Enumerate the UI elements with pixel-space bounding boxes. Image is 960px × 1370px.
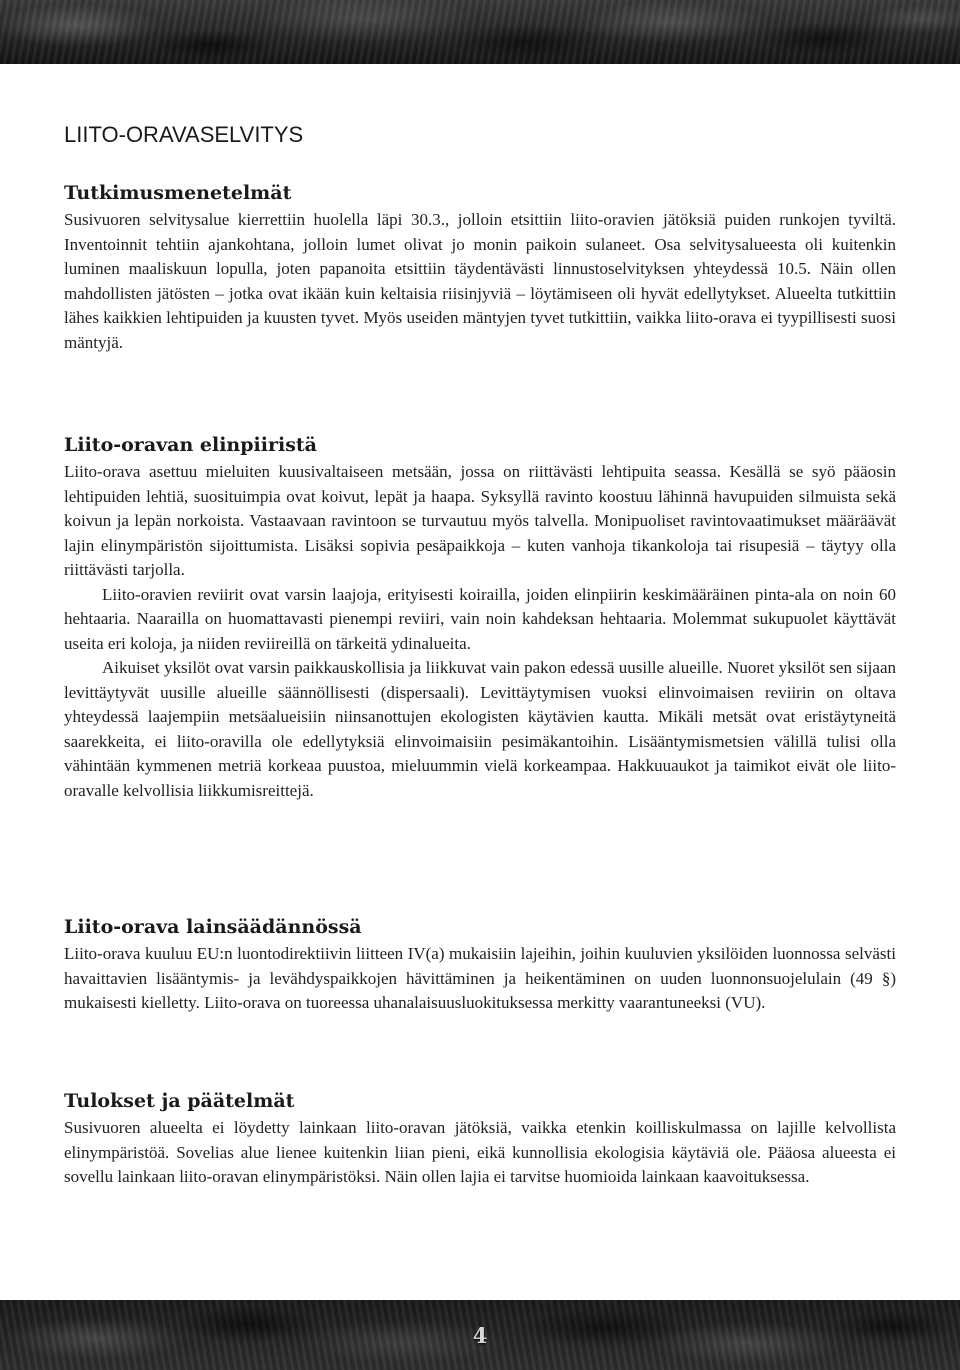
section-methods [64, 180, 896, 355]
section-paragraph: Aikuiset yksilöt ovat varsin paikkauskollisia ja liikkuvat vain pakon edessä uusille alueille. Nuoret yksilöt sen sijaan levittäytyvät uusille alueille säännöllisesti (dispersaali). Levittäytymisen vuoksi elinvoimaisen reviirin on oltava yhteydessä laajempiin metsäalueisiin niinsanottujen ekologisten käytävien kautta. Mikäli metsät ovat eristäytyneitä saarekkeita, ei liito-oravilla ole edellytyksiä elinvoimaisiin pesimäkantoihin. Lisääntymismetsien välillä tulisi olla vähintään kymmenen metriä korkeaa puustoa, mieluummin vielä korkeampaa. Hakkuuaukot ja taimikot eivät ole liito-oravalle kelvollisia liikkumisreittejä. [64, 658, 896, 800]
section-results [64, 1088, 896, 1190]
section-legislation [64, 914, 896, 1016]
section-heading: Tulokset ja päätelmät [64, 1090, 295, 1112]
decorative-rock-band-top [0, 0, 960, 64]
section-heading: Tutkimusmenetelmät [64, 182, 292, 204]
section-paragraph: Liito-orava kuuluu EU:n luontodirektiivin liitteen IV(a) mukaisiin lajeihin, joihin kuuluvien yksilöiden luonnossa selvästi havaittavien lisääntymis- ja levähdyspaikkojen hävittäminen ja heikentäminen on uuden luonnonsuojelulain (49 §) mukaisesti kielletty. Liito-orava on tuoreessa uhanalaisuusluokituksessa merkitty vaarantuneeksi (VU). [64, 944, 896, 1012]
section-paragraph: Susivuoren alueelta ei löydetty lainkaan liito-oravan jätöksiä, vaikka etenkin koilliskulmassa on lajille kelvollista elinympäristöä. Sovelias alue lienee kuitenkin liian pieni, eikä kunnollisia ekologisia käytäviä ole. Pääosa alueesta ei sovellu lainkaan liito-oravan elinympäristöksi. Näin ollen lajia ei tarvitse huomioida lainkaan kaavoituksessa. [64, 1118, 896, 1186]
section-paragraph: Liito-oravien reviirit ovat varsin laajoja, erityisesti koirailla, joiden elinpiirin keskimääräinen pinta-ala on noin 60 hehtaaria. Naarailla on huomattavasti pienempi reviiri, vain noin kahdeksan hehtaaria. Molemmat sukupuolet käyttävät useita eri koloja, ja niiden reviireillä on tärkeitä ydinalueita. [64, 584, 896, 653]
section-paragraph: Susivuoren selvitysalue kierrettiin huolella läpi 30.3., jolloin etsittiin liito-oravien jätöksiä puiden runkojen tyviltä. Inventoinnit tehtiin ajankohtana, jolloin lumet olivat jo monin paikoin sulaneet. Osa selvitysalueesta oli kuitenkin luminen maaliskuun lopulla, joten papanoita etsittiin täydentävästi linnustoselvityksen yhteydessä 10.5. Näin ollen mahdollisten jätösten – jotka ovat ikään kuin keltaisia riisinjyviä – löytämiseen oli hyvät edellytykset. Alueelta tutkittiin lähes kaikkien lehtipuiden ja kuusten tyvet. Myös useiden mäntyjen tyvet tutkittiin, vaikka liito-orava ei tyypillisesti suosi mäntyjä. [64, 210, 896, 352]
section-heading: Liito-oravan elinpiiristä [64, 434, 317, 456]
section-habitat [64, 432, 896, 803]
section-paragraph: Liito-orava asettuu mieluiten kuusivaltaiseen metsään, jossa on riittävästi lehtipuita seassa. Kesällä se syö pääosin lehtipuiden lehtiä, suosituimpia ovat koivut, lepät ja haapa. Syksyllä ravinto koostuu lähinnä havupuiden silmuista sekä koivun ja lepän norkoista. Vastaavaan ravintoon se turvautuu myös talvella. Monipuoliset ravintovaatimukset määräävät lajin elinympäristön sijoittumista. Lisäksi sopivia pesäpaikkoja – kuten vanhoja tikankoloja tai risupesiä – täytyy olla riittävästi tarjolla. [64, 462, 896, 579]
section-heading: Liito-orava lainsäädännössä [64, 916, 362, 938]
page-number: 4 [472, 1323, 488, 1348]
document-title: LIITO-ORAVASELVITYS [64, 122, 304, 147]
